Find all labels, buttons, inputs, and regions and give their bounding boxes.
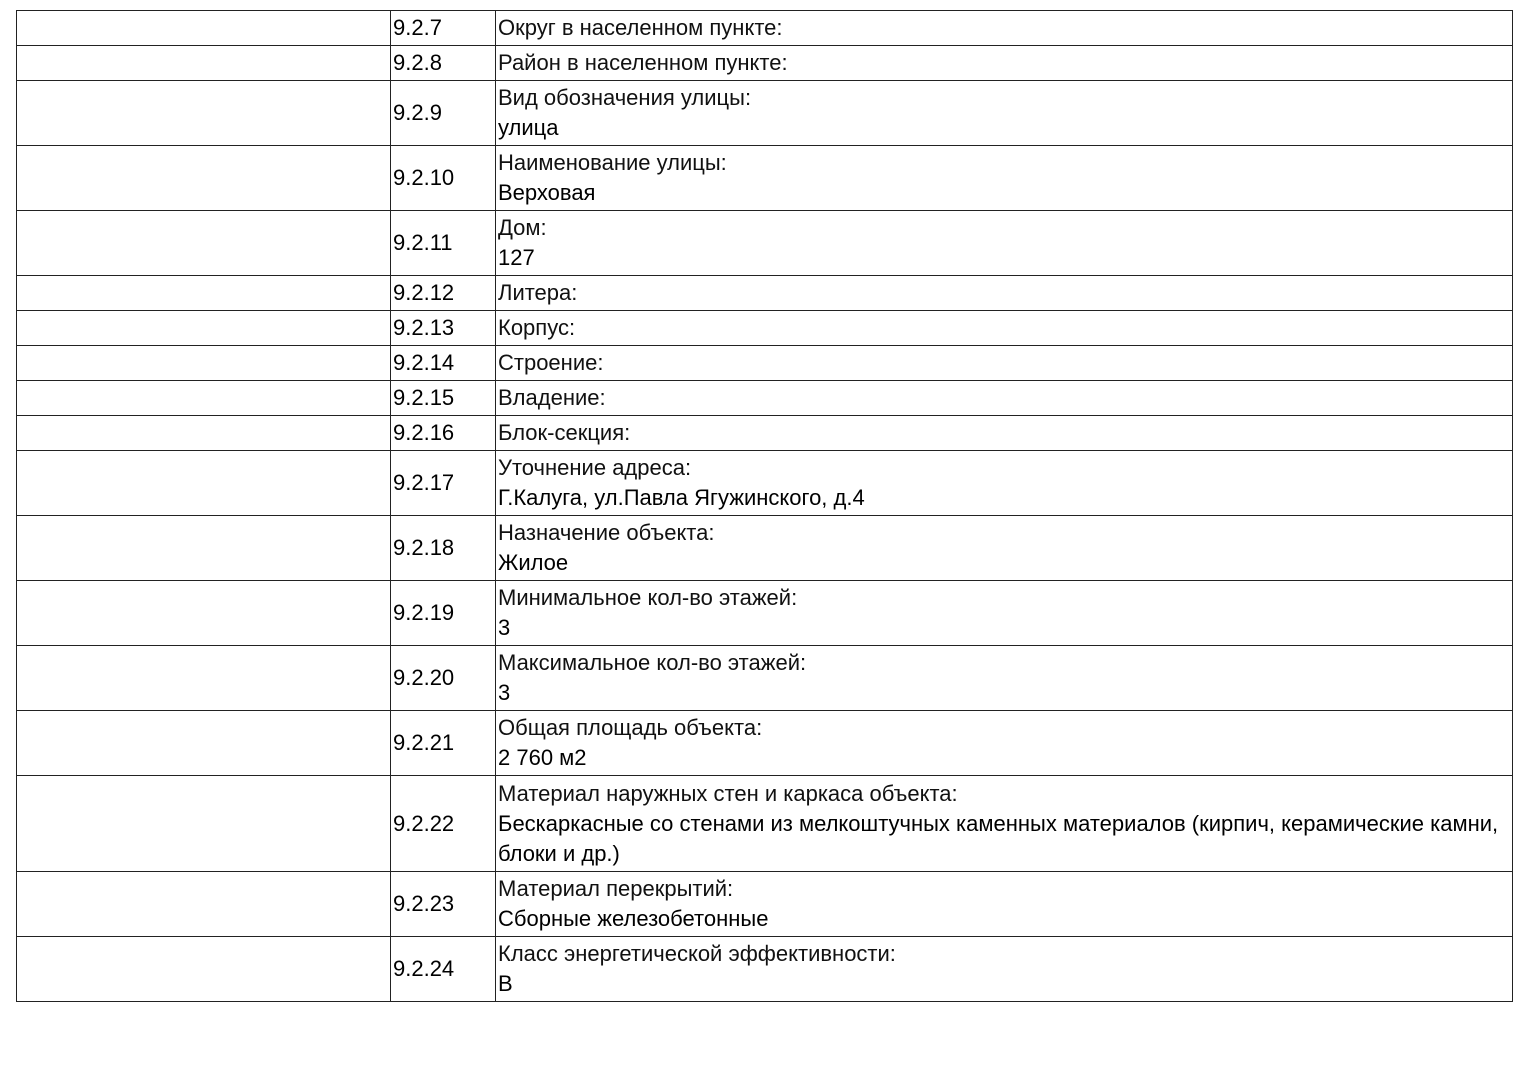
table-row — [17, 711, 1513, 776]
table-row — [17, 146, 1513, 211]
table-row — [17, 211, 1513, 276]
table-row — [17, 937, 1513, 1002]
item-number: 9.2.22 — [391, 776, 496, 872]
empty-cell — [17, 11, 391, 46]
item-number: 9.2.19 — [391, 581, 496, 646]
item-value: B — [498, 971, 513, 996]
table-row — [17, 872, 1513, 937]
item-value: 3 — [498, 680, 511, 705]
item-number: 9.2.12 — [391, 276, 496, 311]
item-content — [496, 381, 1513, 416]
item-content — [496, 776, 1513, 872]
item-label: Округ в населенном пункте: — [498, 15, 783, 40]
item-number: 9.2.17 — [391, 451, 496, 516]
empty-cell — [17, 146, 391, 211]
item-label: Минимальное кол-во этажей: — [498, 585, 798, 610]
item-content — [496, 416, 1513, 451]
empty-cell — [17, 646, 391, 711]
empty-cell — [17, 581, 391, 646]
item-number: 9.2.16 — [391, 416, 496, 451]
item-value: улица — [498, 115, 559, 140]
item-number: 9.2.14 — [391, 346, 496, 381]
item-number: 9.2.20 — [391, 646, 496, 711]
table-row — [17, 451, 1513, 516]
item-number: 9.2.8 — [391, 46, 496, 81]
item-content — [496, 311, 1513, 346]
item-label: Район в населенном пункте: — [498, 50, 788, 75]
item-content — [496, 451, 1513, 516]
item-label: Материал перекрытий: — [498, 876, 734, 901]
item-value: 127 — [498, 245, 535, 270]
table-row — [17, 81, 1513, 146]
item-content — [496, 516, 1513, 581]
empty-cell — [17, 381, 391, 416]
table-row — [17, 46, 1513, 81]
item-content — [496, 46, 1513, 81]
item-content — [496, 276, 1513, 311]
item-label: Общая площадь объекта: — [498, 715, 763, 740]
table-row — [17, 381, 1513, 416]
item-label: Наименование улицы: — [498, 150, 727, 175]
item-content — [496, 711, 1513, 776]
item-value: 3 — [498, 615, 511, 640]
item-value: Верховая — [498, 180, 596, 205]
empty-cell — [17, 416, 391, 451]
item-content — [496, 646, 1513, 711]
item-value: 2 760 м2 — [498, 745, 587, 770]
building-info-table — [16, 10, 1513, 1002]
empty-cell — [17, 872, 391, 937]
item-number: 9.2.7 — [391, 11, 496, 46]
item-value: Бескаркасные со стенами из мелкоштучных каменных материалов (кирпич, керамические камни, блоки и др.) — [498, 810, 1499, 866]
table-row — [17, 776, 1513, 872]
empty-cell — [17, 516, 391, 581]
item-number: 9.2.13 — [391, 311, 496, 346]
item-number: 9.2.9 — [391, 81, 496, 146]
item-number: 9.2.24 — [391, 937, 496, 1002]
item-content — [496, 211, 1513, 276]
empty-cell — [17, 346, 391, 381]
item-content — [496, 937, 1513, 1002]
table-row — [17, 346, 1513, 381]
empty-cell — [17, 211, 391, 276]
table-row — [17, 516, 1513, 581]
item-label: Блок-секция: — [498, 420, 631, 445]
table-row — [17, 581, 1513, 646]
item-label: Владение: — [498, 385, 606, 410]
empty-cell — [17, 451, 391, 516]
item-content — [496, 872, 1513, 937]
item-number: 9.2.15 — [391, 381, 496, 416]
empty-cell — [17, 776, 391, 872]
table-row — [17, 11, 1513, 46]
item-number: 9.2.18 — [391, 516, 496, 581]
item-label: Корпус: — [498, 315, 576, 340]
item-label: Уточнение адреса: — [498, 455, 692, 480]
item-label: Назначение объекта: — [498, 520, 715, 545]
item-label: Дом: — [498, 215, 547, 240]
empty-cell — [17, 711, 391, 776]
empty-cell — [17, 311, 391, 346]
empty-cell — [17, 276, 391, 311]
item-label: Материал наружных стен и каркаса объекта: — [498, 780, 958, 806]
item-content — [496, 81, 1513, 146]
item-number: 9.2.21 — [391, 711, 496, 776]
item-label: Класс энергетической эффективности: — [498, 941, 896, 966]
table-row — [17, 416, 1513, 451]
item-content — [496, 146, 1513, 211]
item-number: 9.2.11 — [391, 211, 496, 276]
item-content — [496, 346, 1513, 381]
item-value: Жилое — [498, 550, 569, 575]
item-content — [496, 11, 1513, 46]
empty-cell — [17, 46, 391, 81]
empty-cell — [17, 81, 391, 146]
item-label: Вид обозначения улицы: — [498, 85, 752, 110]
table-row — [17, 646, 1513, 711]
item-value: Г.Калуга, ул.Павла Ягужинского, д.4 — [498, 485, 865, 510]
table-row — [17, 276, 1513, 311]
item-value: Сборные железобетонные — [498, 906, 769, 931]
item-label: Максимальное кол-во этажей: — [498, 650, 807, 675]
item-label: Строение: — [498, 350, 604, 375]
item-number: 9.2.10 — [391, 146, 496, 211]
table-row — [17, 311, 1513, 346]
item-content — [496, 581, 1513, 646]
empty-cell — [17, 937, 391, 1002]
item-number: 9.2.23 — [391, 872, 496, 937]
item-label: Литера: — [498, 280, 578, 305]
